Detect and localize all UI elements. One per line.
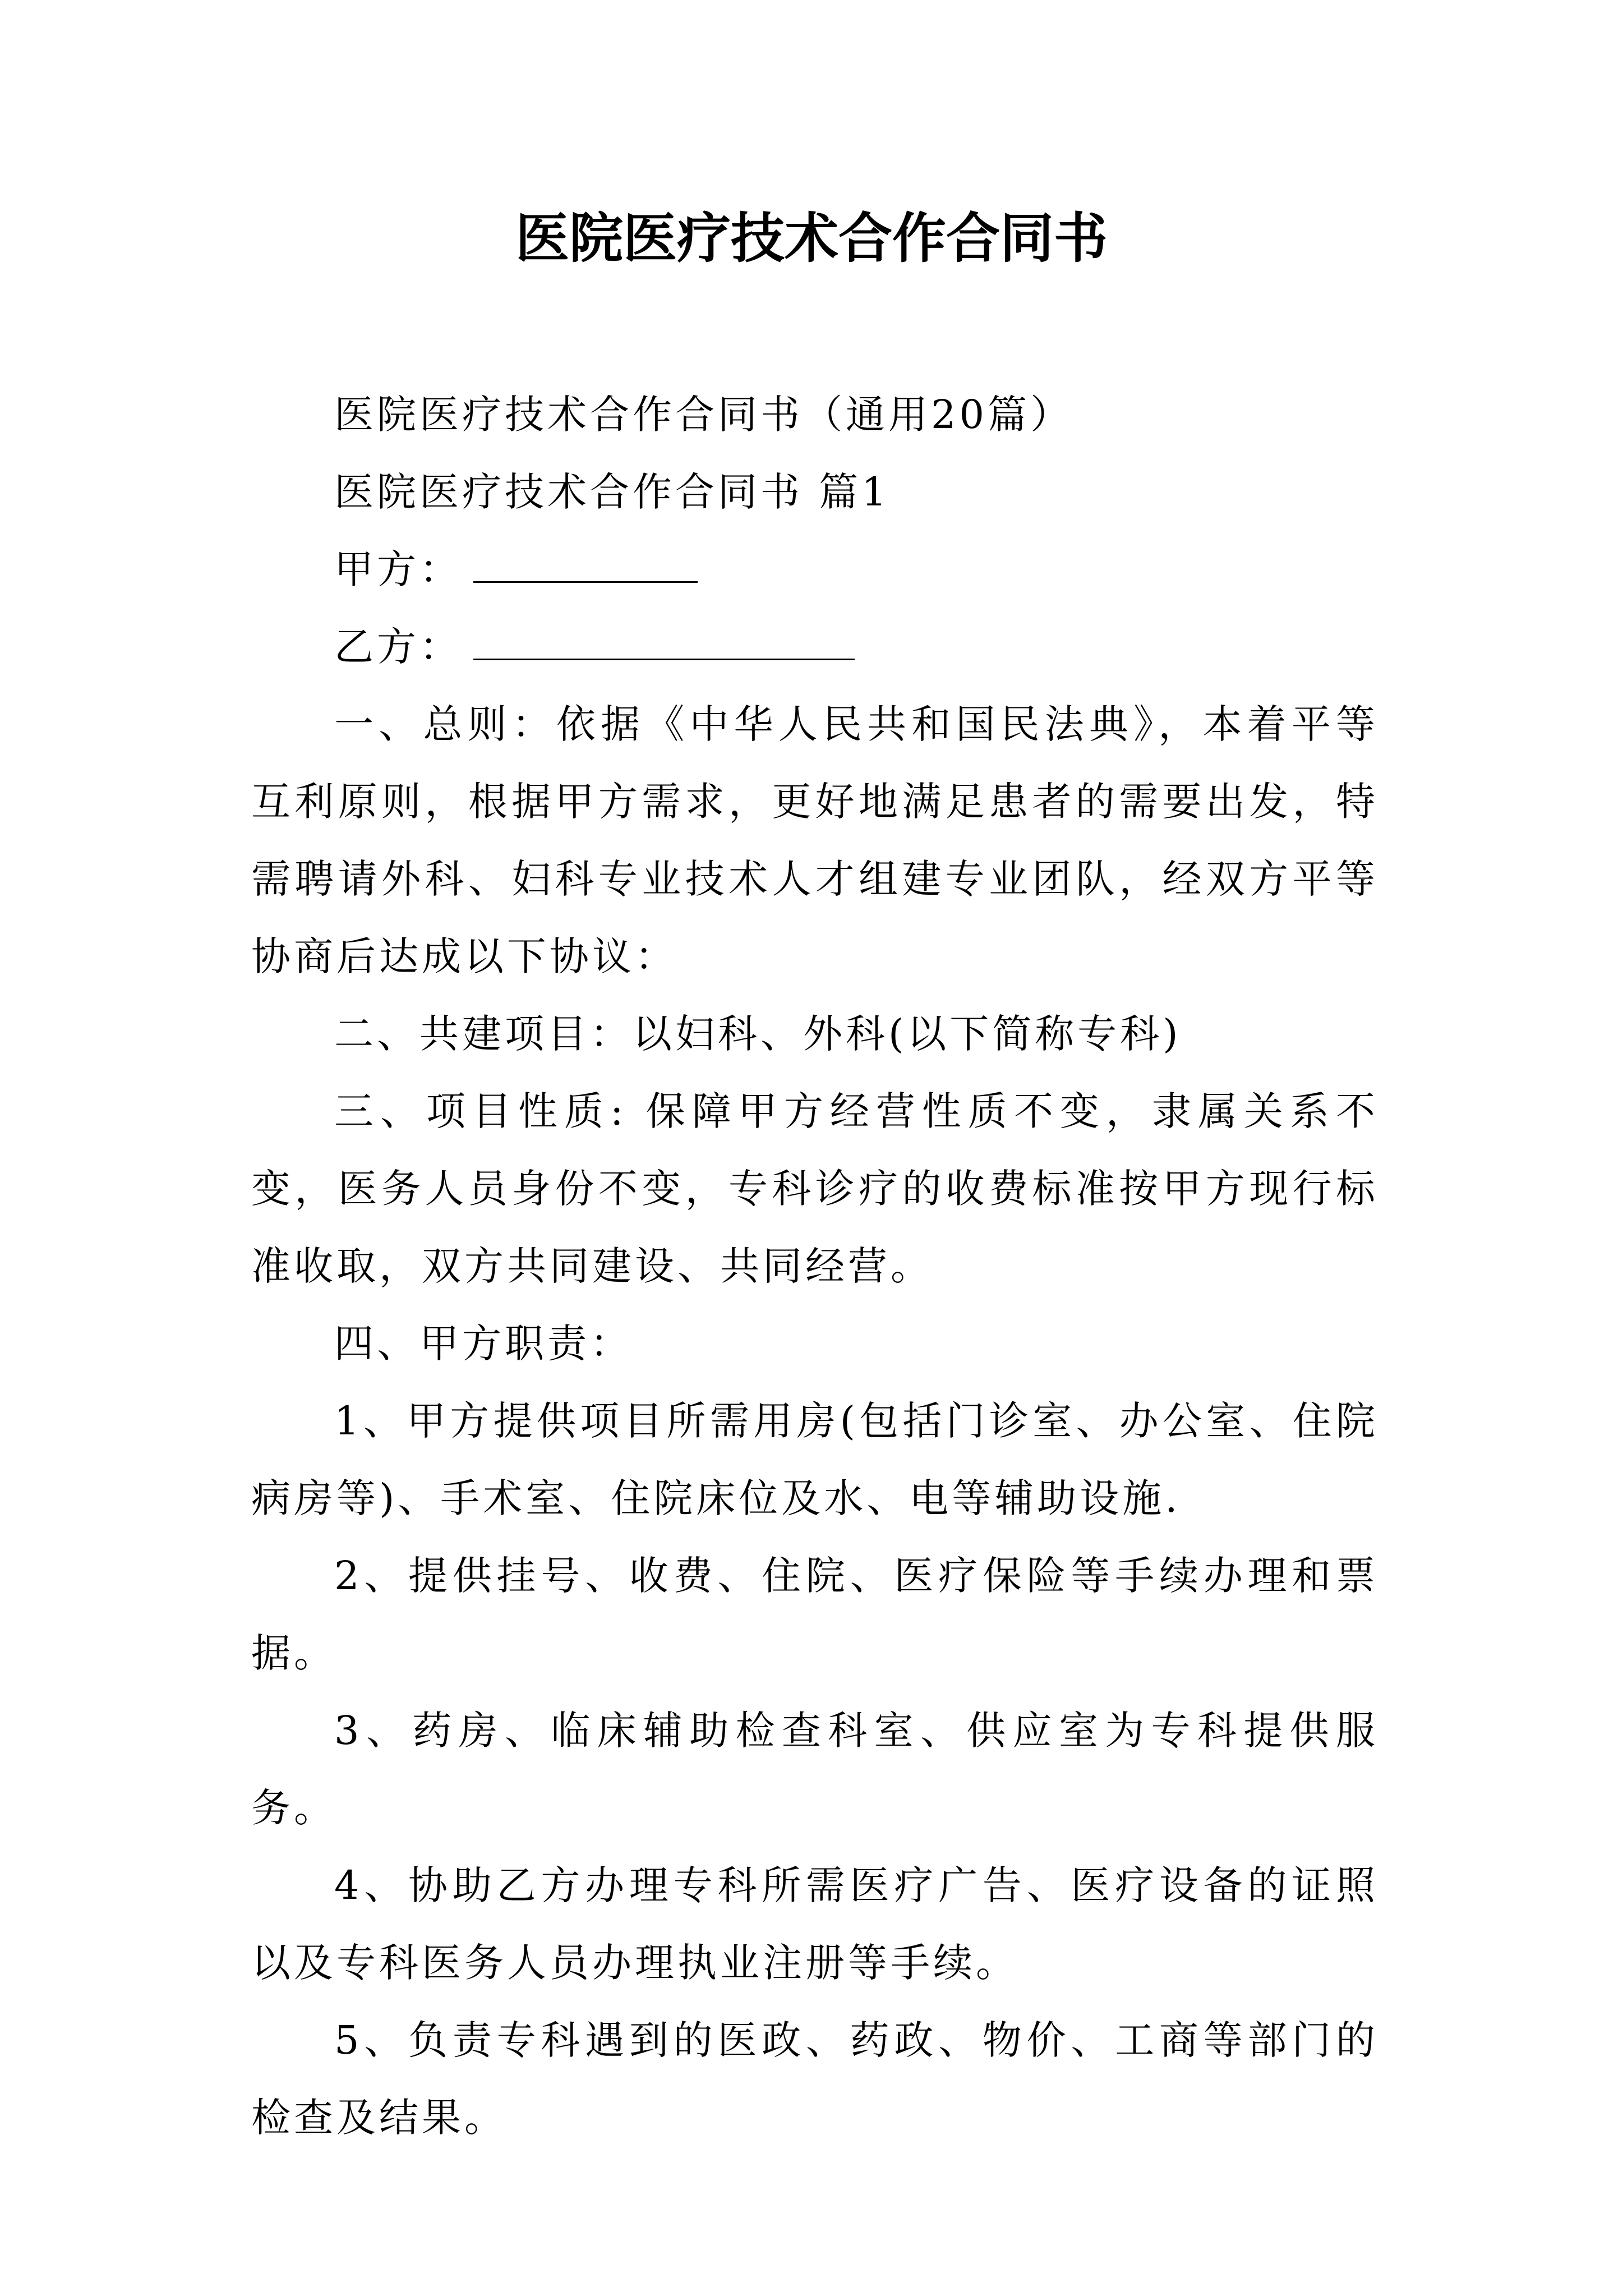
party-b-line — [251, 608, 1378, 685]
paragraph-nature: 三、项目性质: 保障甲方经营性质不变，隶属关系不变，医务人员身份不变，专科诊疗的收费标准按甲方现行标准收取，双方共同建设、共同经营。 — [251, 1088, 1378, 1289]
party-a-blank — [473, 542, 698, 583]
paragraph-project: 二、共建项目：以妇科、外科(以下简称专科) — [334, 1011, 1182, 1057]
section-heading: 医院医疗技术合作合同书 篇1 — [334, 469, 890, 515]
party-a-label: 甲方： — [334, 546, 462, 592]
party-b-label: 乙方： — [334, 624, 462, 670]
paragraph-duty-4: 4、协助乙方办理专科所需医疗广告、医疗设备的证照以及专科医务人员办理执业注册等手续。 — [251, 1862, 1378, 1986]
document-title: 医院医疗技术合作合同书 — [515, 206, 1108, 270]
paragraph-party-a-duties: 四、甲方职责： — [334, 1320, 633, 1366]
paragraph-duty-2: 2、提供挂号、收费、住院、医疗保险等手续办理和票据。 — [251, 1553, 1378, 1676]
party-a-line — [251, 531, 1378, 608]
document-body — [251, 376, 1378, 2156]
paragraph-duty-1: 1、甲方提供项目所需用房(包括门诊室、办公室、住院病房等)、手术室、住院床位及水、电等辅助设施. — [251, 1398, 1378, 1521]
paragraph-duty-3: 3、药房、临床辅助检查科室、供应室为专科提供服务。 — [251, 1708, 1378, 1831]
paragraph-general: 一、总则：依据《中华人民共和国民法典》，本着平等互利原则，根据甲方需求，更好地满足患者的需要出发，特需聘请外科、妇科专业技术人才组建专业团队，经双方平等协商后达成以下协议： — [251, 701, 1378, 979]
party-b-blank — [473, 619, 855, 660]
document-subtitle: 医院医疗技术合作合同书（通用20篇） — [334, 392, 1073, 438]
paragraph-duty-5: 5、负责专科遇到的医政、药政、物价、工商等部门的检查及结果。 — [251, 2017, 1378, 2141]
